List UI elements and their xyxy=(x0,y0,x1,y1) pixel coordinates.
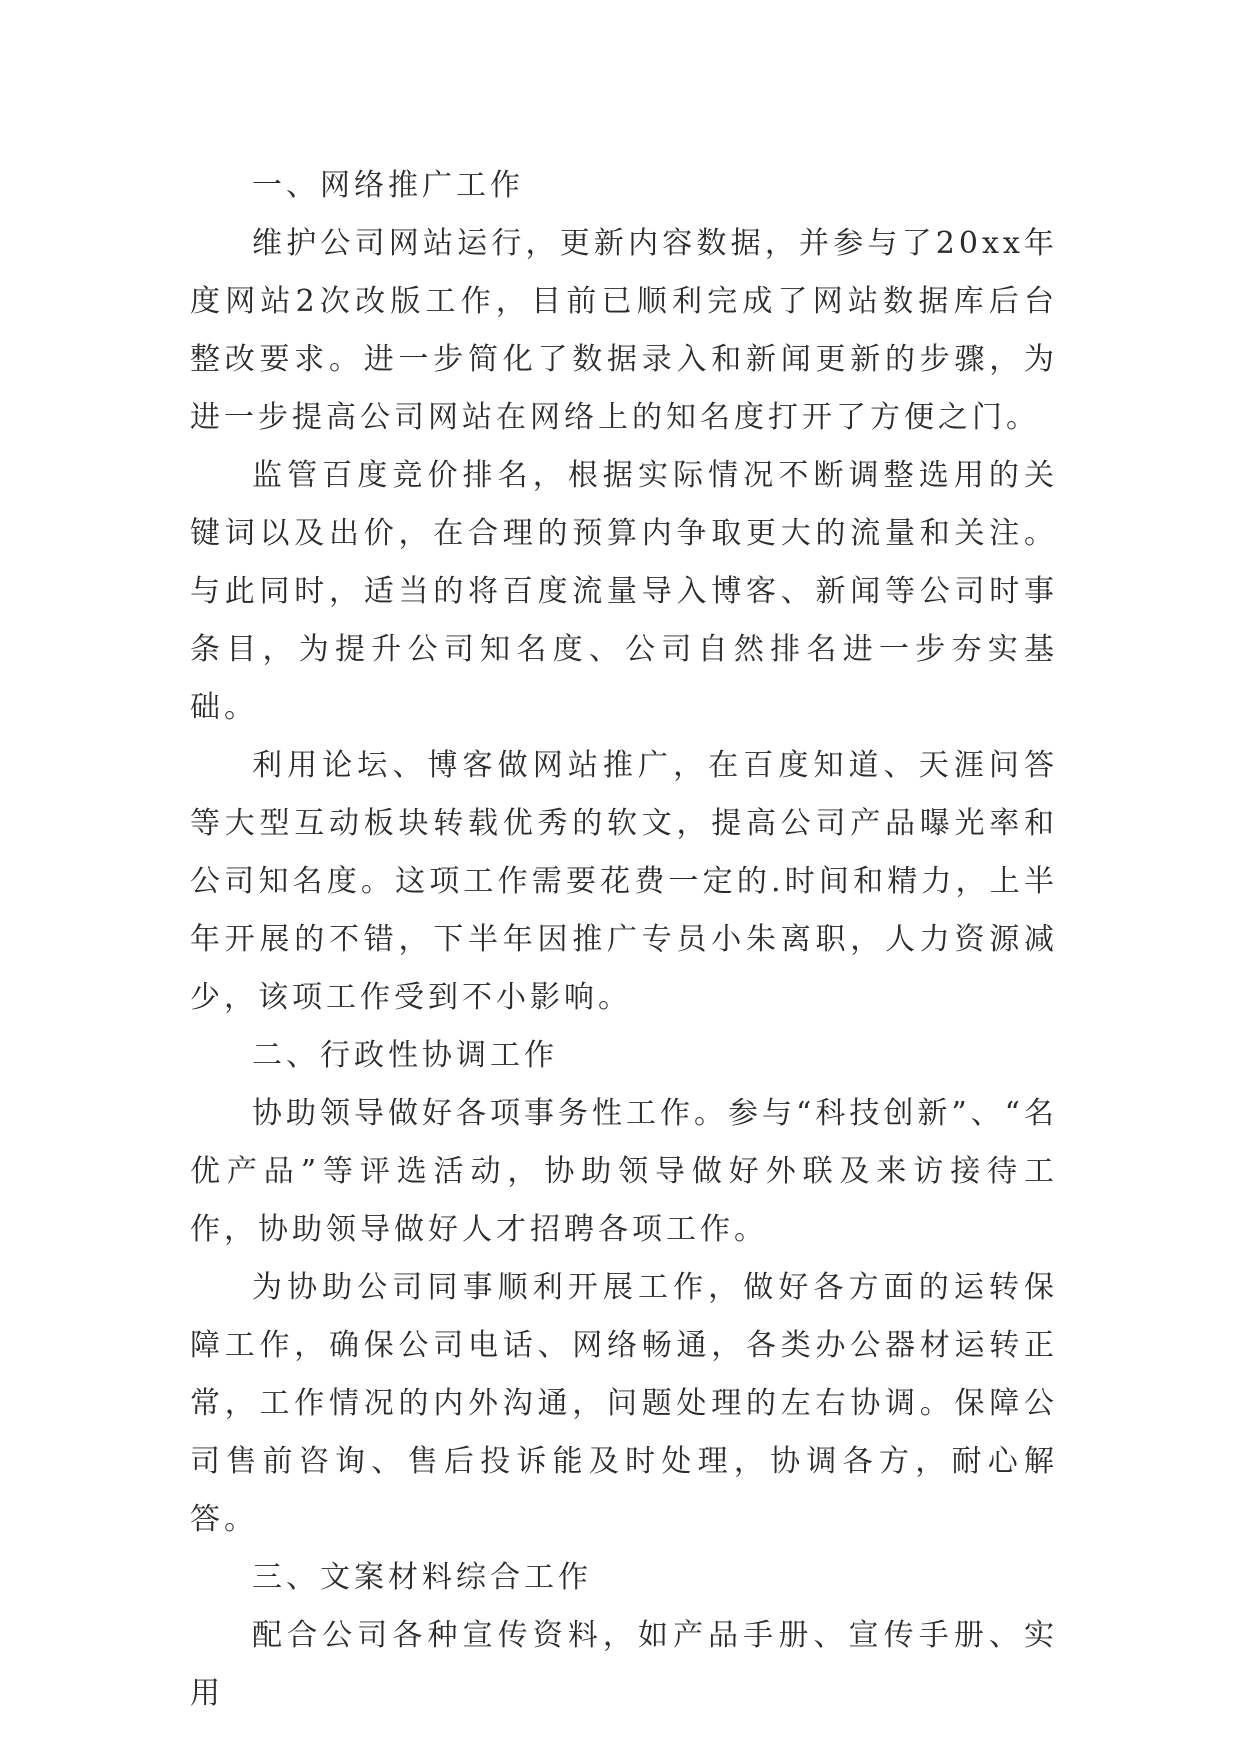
section-heading-administrative-coordination: 二、行政性协调工作 xyxy=(252,1038,558,1073)
paragraph-promotional-materials: 配合公司各种宣传资料，如产品手册、宣传手册、实用 xyxy=(190,1618,1058,1711)
section-heading-online-promotion: 一、网络推广工作 xyxy=(252,168,524,203)
paragraph-baidu-bidding: 监管百度竞价排名，根据实际情况不断调整选用的关键词以及出价，在合理的预算内争取更大的流量和关注。与此同时，适当的将百度流量导入博客、新闻等公司时事条目，为提升公司知名度、公司自然排名进一步夯实基础。 xyxy=(190,458,1058,725)
section-heading-copywriting: 三、文案材料综合工作 xyxy=(252,1560,592,1595)
paragraph-forum-blog-promotion: 利用论坛、博客做网站推广，在百度知道、天涯问答等大型互动板块转载优秀的软文，提高公司产品曝光率和公司知名度。这项工作需要花费一定的.时间和精力，上半年开展的不错，下半年因推广专员小朱离职，人力资源减少，该项工作受到不小影响。 xyxy=(190,748,1058,1015)
paragraph-website-maintenance: 维护公司网站运行，更新内容数据，并参与了20xx年度网站2次改版工作，目前已顺利完成了网站数据库后台整改要求。进一步简化了数据录入和新闻更新的步骤，为进一步提高公司网站在网络上的知名度打开了方便之门。 xyxy=(190,226,1058,435)
document-body xyxy=(190,157,1058,1723)
paragraph-assist-leadership: 协助领导做好各项事务性工作。参与“科技创新”、“名优产品”等评选活动，协助领导做好外联及来访接待工作，协助领导做好人才招聘各项工作。 xyxy=(190,1096,1059,1247)
paragraph-operations-support: 为协助公司同事顺利开展工作，做好各方面的运转保障工作，确保公司电话、网络畅通，各类办公器材运转正常，工作情况的内外沟通，问题处理的左右协调。保障公司售前咨询、售后投诉能及时处理，协调各方，耐心解答。 xyxy=(190,1270,1058,1537)
